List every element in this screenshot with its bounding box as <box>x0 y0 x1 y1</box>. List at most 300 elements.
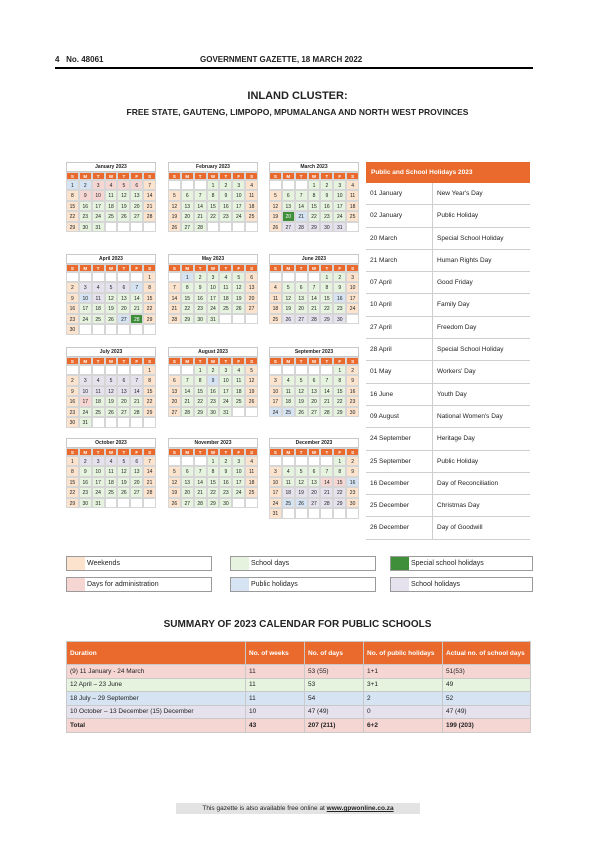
day-cell: 9 <box>320 190 333 201</box>
day-cell: 21 <box>130 303 143 314</box>
day-cell: 18 <box>105 477 118 488</box>
day-cell: 25 <box>245 487 258 498</box>
day-cell: 11 <box>245 190 258 201</box>
day-cell: 11 <box>282 477 295 488</box>
day-cell: 27 <box>117 407 130 418</box>
summary-total-cell: 199 (203) <box>443 719 531 733</box>
month-title: May 2023 <box>168 254 258 264</box>
day-header: S <box>245 264 258 272</box>
day-cell: 11 <box>92 386 105 397</box>
day-cell <box>168 272 181 283</box>
day-cell <box>269 180 282 191</box>
day-cell: 1 <box>308 180 321 191</box>
summary-header: Actual no. of school days <box>443 642 531 665</box>
day-cell: 16 <box>66 396 79 407</box>
day-header: T <box>194 448 207 456</box>
day-cell: 5 <box>117 456 130 467</box>
day-cell: 3 <box>207 272 220 283</box>
day-cell <box>105 324 118 335</box>
day-cell <box>92 324 105 335</box>
day-cell <box>219 222 232 233</box>
day-cell: 20 <box>181 211 194 222</box>
holiday-row <box>366 384 530 406</box>
day-header: T <box>320 357 333 365</box>
holiday-row <box>366 272 530 294</box>
day-cell: 14 <box>194 477 207 488</box>
month-title: July 2023 <box>66 347 156 357</box>
day-cell: 3 <box>79 282 92 293</box>
day-cell <box>117 222 130 233</box>
day-cell: 29 <box>333 407 346 418</box>
summary-title: SUMMARY OF 2023 CALENDAR FOR PUBLIC SCHOOLS <box>163 619 432 630</box>
day-cell: 17 <box>232 477 245 488</box>
day-cell: 27 <box>282 222 295 233</box>
day-cell: 14 <box>130 386 143 397</box>
day-cell <box>320 456 333 467</box>
day-cell: 13 <box>308 477 321 488</box>
day-cell: 16 <box>79 201 92 212</box>
day-cell <box>346 314 359 325</box>
day-cell: 15 <box>308 201 321 212</box>
summary-cell: 0 <box>364 705 443 719</box>
day-cell: 20 <box>168 396 181 407</box>
day-cell: 1 <box>143 272 156 283</box>
day-cell: 23 <box>66 314 79 325</box>
day-cell: 14 <box>295 201 308 212</box>
holiday-row <box>366 205 530 227</box>
day-cell: 24 <box>92 487 105 498</box>
holiday-name: Youth Day <box>437 390 467 398</box>
day-cell: 17 <box>92 477 105 488</box>
day-cell <box>308 272 321 283</box>
day-cell: 16 <box>79 477 92 488</box>
day-cell: 22 <box>181 303 194 314</box>
day-cell: 15 <box>66 477 79 488</box>
day-cell: 9 <box>346 466 359 477</box>
day-cell: 12 <box>105 386 118 397</box>
day-cell: 9 <box>79 466 92 477</box>
day-header: S <box>143 357 156 365</box>
day-cell: 4 <box>269 282 282 293</box>
day-cell <box>130 272 143 283</box>
day-cell <box>143 324 156 335</box>
day-cell <box>295 508 308 519</box>
holiday-name: Public Holiday <box>437 457 479 465</box>
day-cell <box>79 272 92 283</box>
holiday-date: 26 December <box>366 517 433 538</box>
day-cell: 29 <box>320 314 333 325</box>
summary-cell: 54 <box>305 692 364 706</box>
gazette-title: GOVERNMENT GAZETTE, 18 MARCH 2022 <box>200 55 363 64</box>
summary-cell: 12 April – 23 June <box>67 678 246 692</box>
day-header: S <box>245 448 258 456</box>
day-cell: 16 <box>207 386 220 397</box>
day-header: F <box>232 264 245 272</box>
day-cell <box>245 222 258 233</box>
day-cell: 26 <box>232 303 245 314</box>
day-header: T <box>320 172 333 180</box>
day-cell: 7 <box>194 466 207 477</box>
day-header: M <box>79 172 92 180</box>
day-cell: 27 <box>308 498 321 509</box>
day-cell: 6 <box>130 180 143 191</box>
day-cell: 7 <box>295 190 308 201</box>
day-cell: 9 <box>79 190 92 201</box>
day-cell: 19 <box>168 211 181 222</box>
day-cell: 16 <box>320 201 333 212</box>
day-cell: 19 <box>282 303 295 314</box>
day-cell: 30 <box>346 407 359 418</box>
day-cell: 5 <box>168 190 181 201</box>
day-cell: 23 <box>346 396 359 407</box>
day-cell: 22 <box>143 396 156 407</box>
day-cell <box>282 272 295 283</box>
day-cell <box>92 272 105 283</box>
day-cell: 22 <box>333 487 346 498</box>
day-cell <box>117 272 130 283</box>
day-cell: 11 <box>105 190 118 201</box>
day-cell <box>295 272 308 283</box>
day-cell <box>295 365 308 376</box>
day-cell: 23 <box>79 211 92 222</box>
day-cell: 25 <box>232 396 245 407</box>
day-cell: 22 <box>194 396 207 407</box>
day-cell: 12 <box>295 477 308 488</box>
day-cell <box>232 314 245 325</box>
day-cell: 7 <box>143 180 156 191</box>
day-cell: 14 <box>320 477 333 488</box>
holiday-name: Good Friday <box>437 279 473 287</box>
day-cell <box>282 456 295 467</box>
day-cell: 3 <box>232 180 245 191</box>
holiday-row <box>366 361 530 383</box>
day-header: W <box>207 448 220 456</box>
day-cell: 25 <box>346 211 359 222</box>
day-header: T <box>194 264 207 272</box>
day-cell: 14 <box>181 386 194 397</box>
day-header: F <box>232 172 245 180</box>
day-cell: 17 <box>232 201 245 212</box>
day-cell: 2 <box>333 272 346 283</box>
day-header: M <box>181 448 194 456</box>
day-cell: 29 <box>333 498 346 509</box>
day-cell: 16 <box>219 201 232 212</box>
day-header: T <box>219 448 232 456</box>
day-cell: 15 <box>333 477 346 488</box>
day-cell: 12 <box>117 190 130 201</box>
holiday-date: 25 December <box>366 495 433 516</box>
day-cell: 28 <box>308 314 321 325</box>
day-cell <box>219 314 232 325</box>
day-cell: 21 <box>320 487 333 498</box>
day-cell <box>117 324 130 335</box>
day-header: F <box>130 172 143 180</box>
holiday-name: New Year's Day <box>437 190 483 197</box>
day-cell: 19 <box>168 487 181 498</box>
day-cell: 7 <box>181 375 194 386</box>
day-cell: 4 <box>92 375 105 386</box>
day-cell: 10 <box>92 466 105 477</box>
holiday-row <box>366 451 530 473</box>
day-cell: 8 <box>333 466 346 477</box>
day-cell <box>168 456 181 467</box>
day-header: M <box>79 357 92 365</box>
day-cell: 6 <box>245 272 258 283</box>
day-cell: 23 <box>207 396 220 407</box>
day-cell: 28 <box>320 498 333 509</box>
summary-cell: 11 <box>246 665 305 679</box>
day-header: W <box>308 357 321 365</box>
day-cell: 21 <box>320 396 333 407</box>
day-header: T <box>295 172 308 180</box>
day-cell <box>130 365 143 376</box>
day-cell: 6 <box>130 456 143 467</box>
day-cell <box>308 456 321 467</box>
summary-header-row <box>67 642 531 665</box>
day-cell: 7 <box>130 375 143 386</box>
day-header: W <box>105 264 118 272</box>
day-cell: 20 <box>130 477 143 488</box>
month-title: March 2023 <box>269 162 359 172</box>
day-cell: 8 <box>143 375 156 386</box>
day-cell <box>232 222 245 233</box>
month-february <box>168 162 258 232</box>
day-cell: 18 <box>269 303 282 314</box>
day-cell: 17 <box>269 487 282 498</box>
day-cell <box>333 508 346 519</box>
day-cell: 15 <box>181 293 194 304</box>
legend-weekends: Weekends <box>66 556 212 571</box>
summary-total-row <box>67 719 531 733</box>
summary-cell: 1+1 <box>364 665 443 679</box>
day-header: W <box>308 172 321 180</box>
day-header: S <box>269 264 282 272</box>
day-cell <box>130 222 143 233</box>
day-cell: 8 <box>207 190 220 201</box>
summary-cell: (9) 11 January - 24 March <box>67 665 246 679</box>
day-header: M <box>79 448 92 456</box>
day-cell: 20 <box>117 303 130 314</box>
summary-cell: 52 <box>443 692 531 706</box>
day-cell: 13 <box>130 466 143 477</box>
day-header: F <box>130 448 143 456</box>
day-cell: 24 <box>232 211 245 222</box>
day-header: W <box>207 264 220 272</box>
day-cell <box>105 498 118 509</box>
day-cell: 30 <box>66 324 79 335</box>
day-cell: 12 <box>245 375 258 386</box>
day-cell: 1 <box>194 365 207 376</box>
summary-table <box>66 641 531 733</box>
day-cell: 26 <box>117 487 130 498</box>
day-cell: 28 <box>168 314 181 325</box>
day-cell: 6 <box>308 375 321 386</box>
day-cell: 6 <box>181 466 194 477</box>
day-cell: 29 <box>308 222 321 233</box>
day-cell: 16 <box>346 386 359 397</box>
day-cell: 30 <box>219 498 232 509</box>
day-cell: 26 <box>105 407 118 418</box>
day-cell: 18 <box>105 201 118 212</box>
day-cell: 27 <box>295 314 308 325</box>
holiday-date: 10 April <box>366 294 433 315</box>
day-cell: 12 <box>269 201 282 212</box>
day-cell: 17 <box>333 201 346 212</box>
day-cell: 5 <box>117 180 130 191</box>
day-cell: 30 <box>346 498 359 509</box>
holiday-row <box>366 495 530 517</box>
day-cell: 7 <box>320 466 333 477</box>
day-cell: 31 <box>79 417 92 428</box>
day-cell: 27 <box>117 314 130 325</box>
day-cell <box>143 222 156 233</box>
day-cell: 28 <box>143 211 156 222</box>
day-cell <box>143 417 156 428</box>
day-header: S <box>269 357 282 365</box>
summary-total-cell: 43 <box>246 719 305 733</box>
holiday-row <box>366 250 530 272</box>
day-cell: 12 <box>168 201 181 212</box>
day-cell: 29 <box>143 407 156 418</box>
month-title: December 2023 <box>269 438 359 448</box>
day-cell: 26 <box>168 498 181 509</box>
day-header: S <box>66 357 79 365</box>
day-cell: 1 <box>143 365 156 376</box>
day-cell: 22 <box>207 487 220 498</box>
day-cell: 9 <box>333 282 346 293</box>
day-cell: 19 <box>269 211 282 222</box>
day-header: S <box>143 448 156 456</box>
day-header: S <box>346 448 359 456</box>
day-header: T <box>117 448 130 456</box>
footer: This gazette is also available free online at www.gpwonline.co.za <box>176 803 420 814</box>
month-title: January 2023 <box>66 162 156 172</box>
day-cell: 12 <box>295 386 308 397</box>
day-cell: 1 <box>207 180 220 191</box>
day-cell <box>130 498 143 509</box>
month-july <box>66 347 156 428</box>
day-cell <box>282 365 295 376</box>
day-header: F <box>333 264 346 272</box>
day-cell: 18 <box>282 487 295 498</box>
day-header: F <box>232 357 245 365</box>
header-rule <box>55 67 533 69</box>
day-cell: 10 <box>219 375 232 386</box>
holiday-row <box>366 406 530 428</box>
day-cell: 23 <box>194 303 207 314</box>
day-cell <box>269 365 282 376</box>
day-cell: 5 <box>295 466 308 477</box>
day-cell: 7 <box>194 190 207 201</box>
day-cell: 25 <box>92 314 105 325</box>
day-cell: 1 <box>66 180 79 191</box>
day-cell: 31 <box>92 498 105 509</box>
day-cell: 1 <box>333 365 346 376</box>
summary-cell: 10 October – 13 December (15) December <box>67 705 246 719</box>
day-cell: 15 <box>143 386 156 397</box>
holiday-date: 28 April <box>366 339 433 360</box>
day-cell: 27 <box>181 498 194 509</box>
day-cell: 14 <box>308 293 321 304</box>
day-cell: 23 <box>66 407 79 418</box>
day-cell: 2 <box>320 180 333 191</box>
month-title: November 2023 <box>168 438 258 448</box>
footer-link[interactable]: www.gpwonline.co.za <box>326 805 394 812</box>
day-cell: 17 <box>79 396 92 407</box>
holiday-date: 27 April <box>366 317 433 338</box>
day-header: W <box>105 448 118 456</box>
day-header: M <box>282 448 295 456</box>
day-cell: 7 <box>143 456 156 467</box>
summary-total-cell: 6+2 <box>364 719 443 733</box>
day-cell: 6 <box>295 282 308 293</box>
day-cell: 28 <box>320 407 333 418</box>
day-cell: 23 <box>333 303 346 314</box>
day-cell: 28 <box>130 314 143 325</box>
day-cell <box>194 456 207 467</box>
day-header: T <box>92 264 105 272</box>
day-cell <box>232 498 245 509</box>
day-header: F <box>130 264 143 272</box>
page-subtitle: FREE STATE, GAUTENG, LIMPOPO, MPUMALANGA AND NORTH WEST PROVINCES <box>126 107 469 117</box>
day-cell: 25 <box>105 211 118 222</box>
day-cell: 21 <box>194 211 207 222</box>
day-cell: 20 <box>308 396 321 407</box>
summary-row <box>67 705 531 719</box>
day-cell: 21 <box>143 477 156 488</box>
day-cell: 30 <box>79 498 92 509</box>
day-cell: 28 <box>194 222 207 233</box>
summary-total-cell: 207 (211) <box>305 719 364 733</box>
day-cell: 14 <box>143 466 156 477</box>
day-cell: 18 <box>245 477 258 488</box>
day-cell <box>143 498 156 509</box>
day-cell: 7 <box>308 282 321 293</box>
day-header: S <box>168 264 181 272</box>
holiday-date: 01 May <box>366 361 433 382</box>
day-cell: 4 <box>219 272 232 283</box>
day-cell: 29 <box>143 314 156 325</box>
month-title: September 2023 <box>269 347 359 357</box>
day-cell: 20 <box>245 293 258 304</box>
day-cell: 12 <box>105 293 118 304</box>
summary-cell: 11 <box>246 678 305 692</box>
holiday-table <box>366 162 530 540</box>
holiday-date: 20 March <box>366 228 433 249</box>
summary-cell: 10 <box>246 705 305 719</box>
day-header: S <box>168 172 181 180</box>
day-cell: 3 <box>92 456 105 467</box>
day-cell: 21 <box>143 201 156 212</box>
month-september <box>269 347 359 417</box>
day-cell: 5 <box>105 282 118 293</box>
day-header: T <box>219 264 232 272</box>
day-cell: 4 <box>245 180 258 191</box>
day-header: S <box>143 172 156 180</box>
day-cell: 28 <box>295 222 308 233</box>
day-header: F <box>333 448 346 456</box>
holiday-name: Family Day <box>437 301 470 309</box>
day-cell: 28 <box>130 407 143 418</box>
day-cell: 2 <box>79 180 92 191</box>
day-header: T <box>92 448 105 456</box>
day-cell: 3 <box>232 456 245 467</box>
day-cell <box>168 180 181 191</box>
day-cell: 13 <box>168 386 181 397</box>
day-cell: 23 <box>219 211 232 222</box>
day-cell: 8 <box>308 190 321 201</box>
day-cell: 24 <box>269 407 282 418</box>
